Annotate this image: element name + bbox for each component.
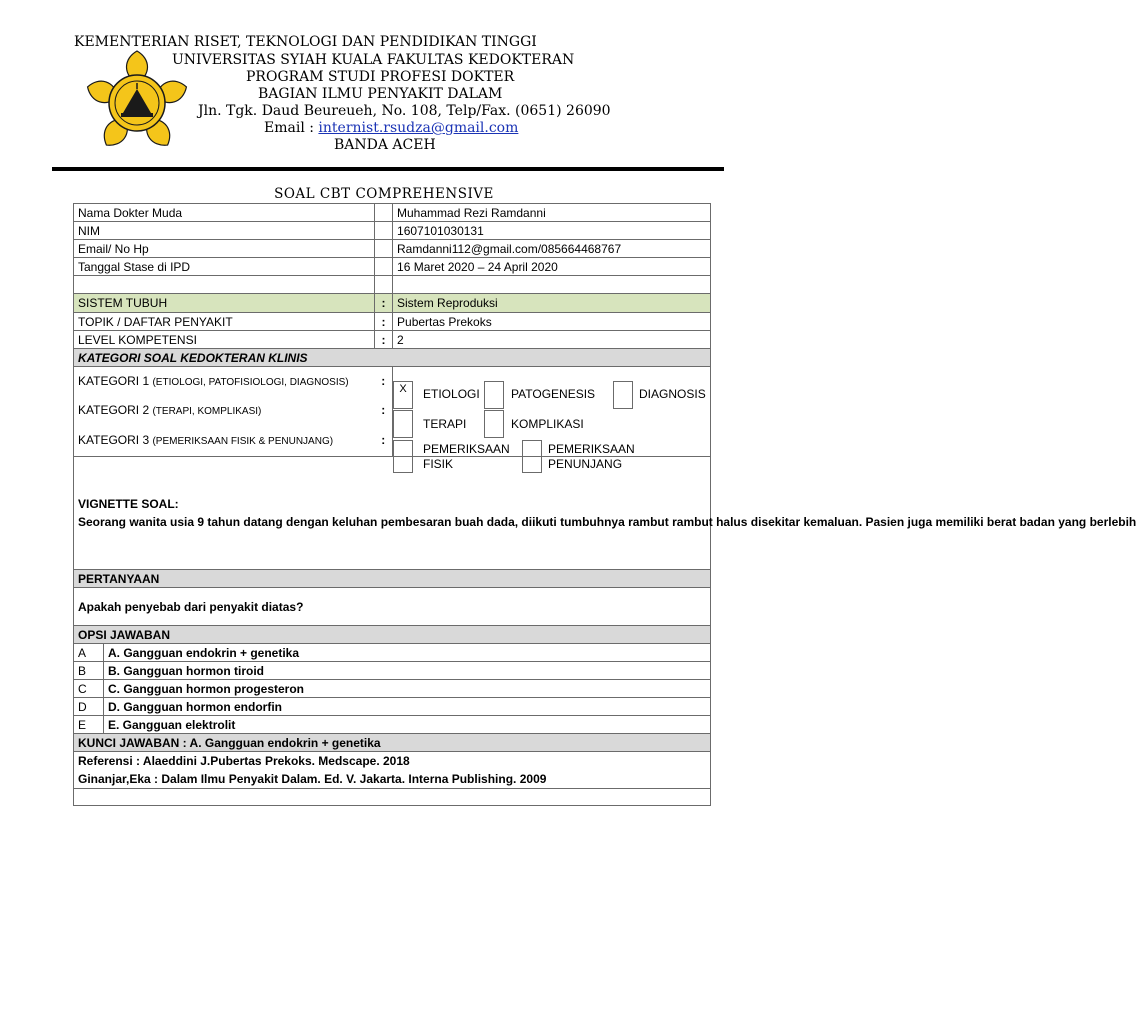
- colon: :: [375, 396, 393, 424]
- form-title: SOAL CBT COMPREHENSIVE: [274, 186, 494, 202]
- opsi-header-row: [74, 626, 711, 644]
- option-line: PENUNJANG: [548, 456, 623, 471]
- identity-row: [74, 258, 711, 276]
- reference-2: Ginanjar,Eka : Dalam Ilmu Penyakit Dalam. Ed. V. Jakarta. Interna Publishing. 2009: [78, 772, 547, 786]
- option-letter: B: [74, 662, 104, 680]
- city: BANDA ACEH: [334, 137, 436, 153]
- colon: :: [375, 367, 393, 396]
- pemeriksaan-penunjang-checkbox[interactable]: [522, 440, 542, 473]
- level-row: [74, 331, 711, 349]
- option-letter: A: [74, 644, 104, 662]
- kategori-header: KATEGORI SOAL KEDOKTERAN KLINIS: [74, 349, 711, 367]
- kategori-main: KATEGORI 3: [78, 432, 153, 447]
- colon: :: [375, 331, 393, 349]
- topik-label: TOPIK / DAFTAR PENYAKIT: [74, 313, 375, 331]
- kategori-header-row: [74, 349, 711, 367]
- identity-row: [74, 222, 711, 240]
- kategori-2-label: [74, 396, 375, 424]
- university-name: UNIVERSITAS SYIAH KUALA FAKULTAS KEDOKTERAN: [172, 52, 575, 68]
- vignette-label: VIGNETTE SOAL:: [78, 496, 179, 511]
- option-line: FISIK: [423, 456, 454, 471]
- option-text: E. Gangguan elektrolit: [104, 716, 711, 734]
- option-etiologi: ETIOLOGI: [423, 387, 480, 402]
- kategori-1-row: [74, 367, 711, 396]
- etiologi-checkbox[interactable]: [393, 381, 413, 409]
- ministry-name: KEMENTERIAN RISET, TEKNOLOGI DAN PENDIDIKAN TINGGI: [74, 34, 537, 50]
- kategori-1-options: [393, 367, 711, 402]
- answer-option-row[interactable]: [74, 662, 711, 680]
- option-text: C. Gangguan hormon progesteron: [104, 680, 711, 698]
- identity-label: Email/ No Hp: [74, 240, 375, 258]
- answer-option-row[interactable]: [74, 680, 711, 698]
- option-line: PEMERIKSAAN: [423, 441, 510, 456]
- option-text: B. Gangguan hormon tiroid: [104, 662, 711, 680]
- identity-value: Muhammad Rezi Ramdanni: [393, 204, 711, 222]
- option-pemeriksaan-penunjang: [548, 442, 635, 472]
- referensi-row: [74, 752, 711, 789]
- option-line: PEMERIKSAAN: [548, 441, 635, 456]
- level-label: LEVEL KOMPETENSI: [74, 331, 375, 349]
- option-letter: D: [74, 698, 104, 716]
- pertanyaan-label: PERTANYAAN: [74, 570, 711, 588]
- address: Jln. Tgk. Daud Beureueh, No. 108, Telp/Fax. (0651) 26090: [198, 103, 611, 119]
- patogenesis-checkbox[interactable]: [484, 381, 504, 409]
- vignette-text: Seorang wanita usia 9 tahun datang dengan keluhan pembesaran buah dada, diikuti tumbuhnya rambut rambut halus disekitar kemaluan. Pasien juga memiliki berat badan yang berlebih: [78, 514, 1136, 529]
- sistem-tubuh-label: SISTEM TUBUH: [74, 294, 375, 313]
- option-text: D. Gangguan hormon endorfin: [104, 698, 711, 716]
- letterhead: [0, 0, 768, 175]
- topik-value: Pubertas Prekoks: [393, 313, 711, 331]
- email-link[interactable]: internist.rsudza@gmail.com: [318, 120, 519, 136]
- option-diagnosis: DIAGNOSIS: [639, 387, 706, 402]
- kategori-sub: (ETIOLOGI, PATOFISIOLOGI, DIAGNOSIS): [152, 377, 349, 389]
- diagnosis-checkbox[interactable]: [613, 381, 633, 409]
- pertanyaan-row: [74, 588, 711, 626]
- kategori-sub: (TERAPI, KOMPLIKASI): [152, 405, 262, 417]
- identity-label: Nama Dokter Muda: [74, 204, 375, 222]
- kategori-1-label: [74, 367, 375, 396]
- colon: :: [375, 313, 393, 331]
- email-line: [264, 120, 518, 136]
- answer-option-row[interactable]: [74, 698, 711, 716]
- option-komplikasi: KOMPLIKASI: [511, 416, 584, 431]
- kunci-row: [74, 734, 711, 752]
- reference-1: Referensi : Alaeddini J.Pubertas Prekoks. Medscape. 2018: [78, 754, 410, 768]
- opsi-label: OPSI JAWABAN: [74, 626, 711, 644]
- department-name: BAGIAN ILMU PENYAKIT DALAM: [258, 86, 503, 102]
- identity-row: [74, 240, 711, 258]
- option-letter: E: [74, 716, 104, 734]
- colon: :: [375, 424, 393, 457]
- sistem-tubuh-value: Sistem Reproduksi: [393, 294, 711, 313]
- identity-value: 1607101030131: [393, 222, 711, 240]
- kategori-main: KATEGORI 1: [78, 374, 153, 389]
- blank-row: [74, 276, 711, 294]
- checkbox-mark: X: [399, 383, 407, 396]
- answer-option-row[interactable]: [74, 716, 711, 734]
- cbt-form-table: [73, 203, 1136, 806]
- pemeriksaan-fisik-checkbox[interactable]: [393, 440, 413, 473]
- identity-label: Tanggal Stase di IPD: [74, 258, 375, 276]
- komplikasi-checkbox[interactable]: [484, 410, 504, 438]
- vignette-row: [74, 457, 711, 570]
- identity-label: NIM: [74, 222, 375, 240]
- identity-value: Ramdanni112@gmail.com/085664468767: [393, 240, 711, 258]
- identity-row: [74, 204, 711, 222]
- answer-option-row[interactable]: [74, 644, 711, 662]
- kategori-main: KATEGORI 2: [78, 402, 153, 417]
- email-label: Email :: [264, 120, 319, 136]
- blank-row: [74, 789, 711, 806]
- kategori-3-row: [74, 424, 711, 457]
- references: [74, 752, 711, 789]
- identity-value: 16 Maret 2020 – 24 April 2020: [393, 258, 711, 276]
- pertanyaan-header-row: [74, 570, 711, 588]
- colon: :: [375, 294, 393, 313]
- sistem-tubuh-row: [74, 294, 711, 313]
- pertanyaan-text: Apakah penyebab dari penyakit diatas?: [74, 588, 711, 626]
- terapi-checkbox[interactable]: [393, 410, 413, 438]
- vignette-cell: [74, 457, 1136, 570]
- option-patogenesis: PATOGENESIS: [511, 387, 596, 402]
- option-pemeriksaan-fisik: [423, 442, 510, 472]
- kategori-3-label: [74, 424, 375, 457]
- header-divider: [52, 167, 724, 171]
- program-name: PROGRAM STUDI PROFESI DOKTER: [246, 69, 515, 85]
- kategori-sub: (PEMERIKSAAN FISIK & PENUNJANG): [152, 435, 334, 447]
- option-letter: C: [74, 680, 104, 698]
- level-value: 2: [393, 331, 711, 349]
- option-text: A. Gangguan endokrin + genetika: [104, 644, 711, 662]
- topik-row: [74, 313, 711, 331]
- answer-key: KUNCI JAWABAN : A. Gangguan endokrin + genetika: [74, 734, 711, 752]
- option-terapi: TERAPI: [423, 416, 467, 431]
